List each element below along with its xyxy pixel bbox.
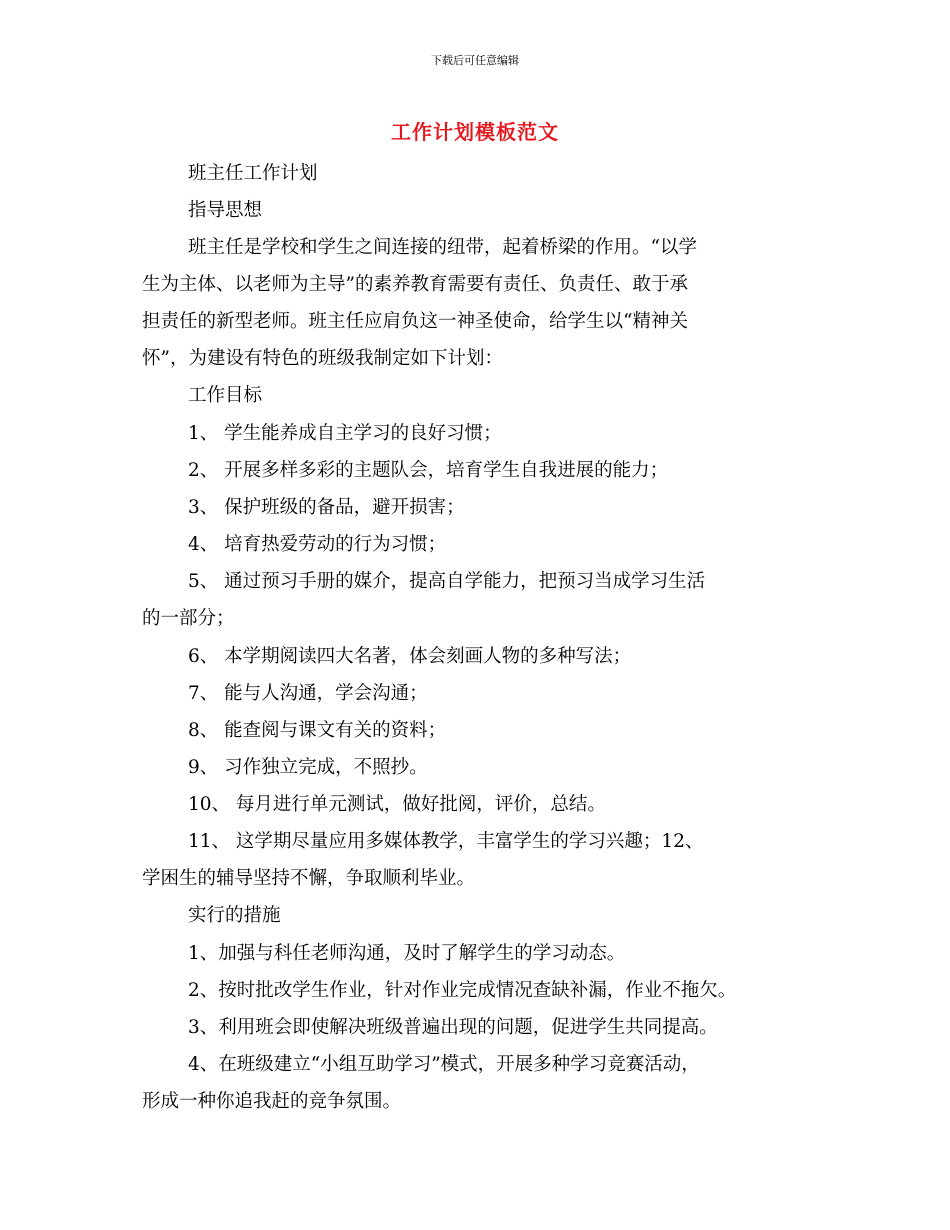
measure-item: 2、按时批改学生作业，针对作业完成情况查缺补漏，作业不拖欠。 bbox=[188, 980, 737, 1001]
goal-item: 4、 培育热爱劳动的行为习惯； bbox=[188, 534, 447, 555]
goal-item-continued: 的一部分； bbox=[142, 608, 235, 629]
goal-item: 7、 能与人沟通，学会沟通； bbox=[188, 683, 428, 704]
goal-item: 1、 学生能养成自主学习的良好习惯； bbox=[188, 423, 502, 444]
heading-guide: 指导思想 bbox=[188, 200, 263, 221]
paragraph-line: 怀”，为建设有特色的班级我制定如下计划： bbox=[142, 348, 503, 369]
goal-item: 10、 每月进行单元测试，做好批阅，评价，总结。 bbox=[188, 794, 606, 815]
goal-item: 8、 能查阅与课文有关的资料； bbox=[188, 720, 447, 741]
goal-item: 6、 本学期阅读四大名著，体会刻画人物的多种写法； bbox=[188, 646, 632, 667]
measure-item: 3、利用班会即使解决班级普遍出现的问题，促进学生共同提高。 bbox=[188, 1017, 718, 1038]
goal-item: 11、 这学期尽量应用多媒体教学，丰富学生的学习兴趣；12、 bbox=[188, 831, 704, 852]
goal-item: 5、 通过预习手册的媒介，提高自学能力，把预习当成学习生活 bbox=[188, 571, 706, 592]
page-header-note: 下载后可任意编辑 bbox=[431, 54, 519, 67]
heading-plan: 班主任工作计划 bbox=[188, 163, 318, 184]
goal-item: 9、 习作独立完成，不照抄。 bbox=[188, 757, 428, 778]
measure-item: 4、在班级建立“小组互助学习”模式，开展多种学习竞赛活动， bbox=[188, 1054, 700, 1075]
heading-measures: 实行的措施 bbox=[188, 905, 281, 926]
paragraph-line: 担责任的新型老师。班主任应肩负这一神圣使命，给学生以“精神关 bbox=[142, 311, 688, 332]
measure-item-continued: 形成一种你追我赶的竞争氛围。 bbox=[142, 1091, 402, 1112]
heading-goals: 工作目标 bbox=[188, 385, 263, 406]
document-title: 工作计划模板范文 bbox=[391, 120, 559, 144]
goal-item: 2、 开展多样多彩的主题队会，培育学生自我进展的能力； bbox=[188, 460, 669, 481]
goal-item-continued: 学困生的辅导坚持不懈，争取顺利毕业。 bbox=[142, 868, 476, 889]
goal-item: 3、 保护班级的备品，避开损害； bbox=[188, 497, 465, 518]
paragraph-line: 生为主体、以老师为主导”的素养教育需要有责任、负责任、敢于承 bbox=[142, 274, 688, 295]
measure-item: 1、加强与科任老师沟通，及时了解学生的学习动态。 bbox=[188, 943, 626, 964]
paragraph-line: 班主任是学校和学生之间连接的纽带，起着桥梁的作用。“以学 bbox=[188, 237, 697, 258]
